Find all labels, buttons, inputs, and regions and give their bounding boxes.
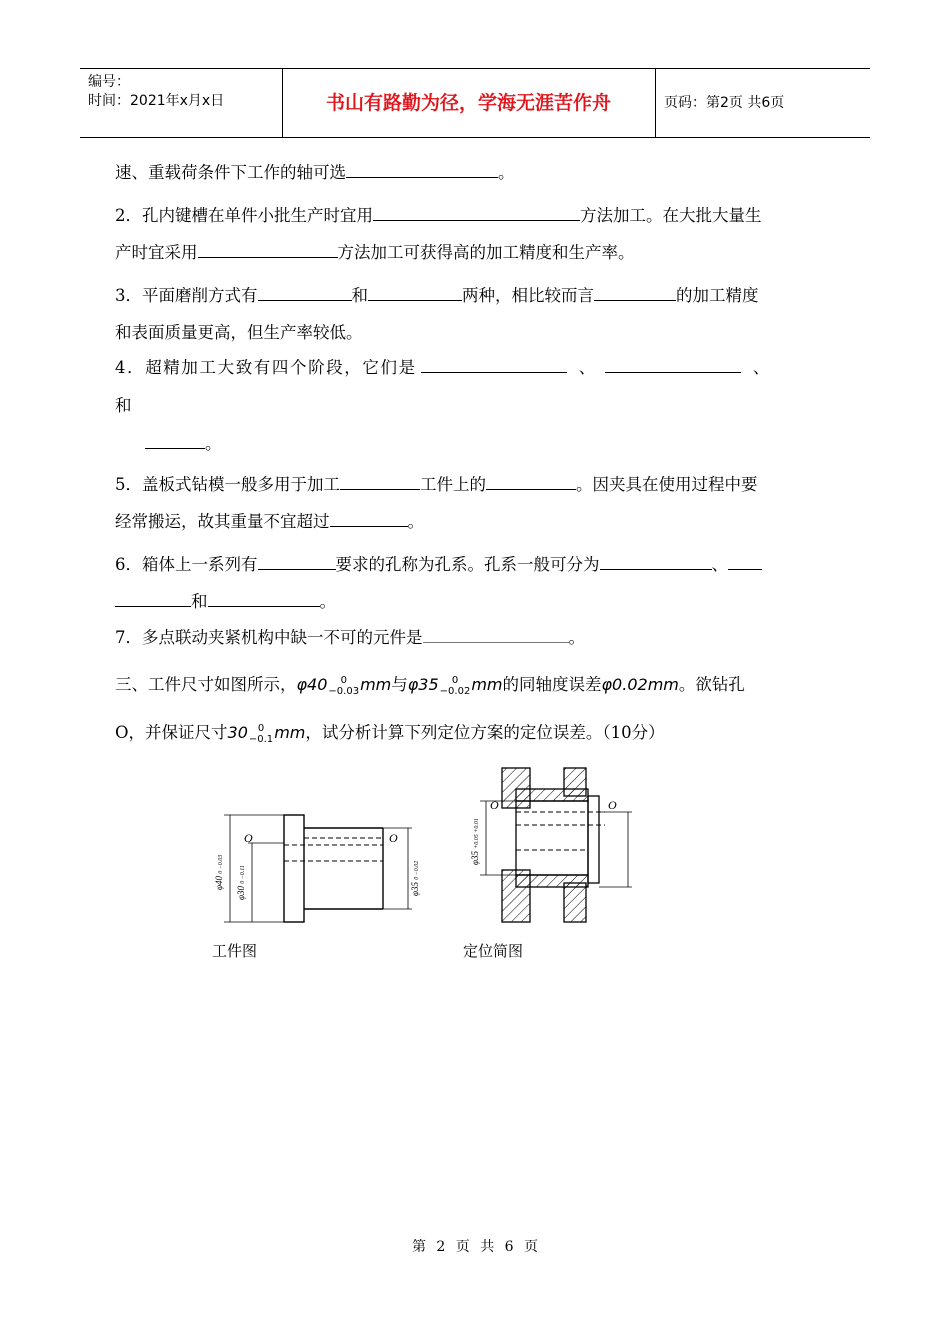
header-divider	[655, 69, 656, 137]
answer-blank[interactable]	[600, 553, 712, 570]
text-line: 和	[115, 396, 132, 415]
label-o: O	[490, 798, 499, 812]
question-7: 7．多点联动夹紧机构中缺一不可的元件是 。	[115, 628, 585, 647]
question-4: 4．超精加工大致有四个阶段，它们是 、 、	[115, 358, 771, 377]
workpiece-drawing	[200, 800, 440, 930]
label-o: O	[389, 831, 398, 845]
answer-blank[interactable]	[198, 241, 338, 258]
text-line: O，并保证尺寸30 0 −0.1 mm，试分析计算下列定位方案的定位误差。（10分）	[115, 718, 837, 748]
tolerance-30: 30 0 −0.1 mm	[227, 722, 306, 745]
tolerance-phi35: φ35 0 −0.02 mm	[407, 674, 503, 697]
dim-phi40: φ40 0 −0.03	[214, 854, 224, 890]
dim-phi30: φ30 0 −0.11	[236, 865, 246, 900]
time-label: 时间：2021年x月x日	[88, 93, 225, 109]
answer-blank[interactable]	[208, 590, 320, 607]
header-meta	[88, 73, 224, 111]
question-6: 6．箱体上一系列有 要求的孔称为孔系。孔系一般可分为 、	[115, 553, 837, 577]
code-label: 编号：	[88, 74, 130, 90]
label-o: O	[608, 798, 617, 812]
answer-blank[interactable]	[346, 161, 498, 178]
fixture-drawing	[460, 765, 650, 925]
header-motto: 书山有路勤为径，学海无涯苦作舟	[325, 92, 611, 114]
label-o: O	[244, 831, 253, 845]
answer-blank[interactable]	[330, 510, 408, 527]
text-line: 和 。	[115, 590, 837, 614]
answer-blank[interactable]	[145, 432, 205, 449]
answer-blank[interactable]	[258, 284, 352, 301]
answer-blank[interactable]	[728, 553, 762, 570]
workpiece-caption: 工件图	[212, 942, 258, 960]
answer-blank[interactable]	[421, 356, 567, 373]
answer-blank[interactable]	[340, 473, 420, 490]
answer-blank[interactable]	[258, 553, 336, 570]
question-2: 2．孔内键槽在单件小批生产时宜用 方法加工。在大批大量生	[115, 206, 762, 225]
answer-blank[interactable]	[423, 626, 569, 643]
answer-blank[interactable]	[115, 590, 191, 607]
answer-blank[interactable]	[605, 356, 741, 373]
question-5: 5．盖板式钻模一般多用于加工 工件上的 。因夹具在使用过程中要	[115, 475, 758, 494]
tolerance-phi40: φ40 0 −0.03 mm	[296, 674, 392, 697]
text-line: 。	[145, 432, 867, 456]
dim-phi35: φ35 0 −0.02	[410, 860, 420, 896]
page-footer: 第 2 页 共 6 页	[411, 1239, 539, 1255]
answer-blank[interactable]	[373, 204, 580, 221]
question-3: 3．平面磨削方式有 和 两种，相比较而言 的加工精度	[115, 286, 759, 305]
text-line: 和表面质量更高，但生产率较低。	[115, 323, 363, 342]
answer-blank[interactable]	[594, 284, 676, 301]
question-3-problem: 三、工件尺寸如图所示，φ40 0 −0.03 mm与φ35 0 −0.02 mm的同轴度误差φ0.02mm。欲钻孔	[115, 670, 837, 700]
answer-blank[interactable]	[368, 284, 462, 301]
page-header	[80, 68, 870, 138]
tolerance-coaxiality: φ0.02mm	[601, 675, 679, 694]
text-line: 经常搬运，故其重量不宜超过 。	[115, 512, 424, 531]
header-page-info: 页码：第2页 共6页	[664, 95, 785, 111]
text-line: 速、重载荷条件下工作的轴可选 。	[115, 163, 515, 182]
answer-blank[interactable]	[486, 473, 576, 490]
fixture-caption: 定位简图	[463, 942, 524, 960]
text-line: 产时宜采用 方法加工可获得高的加工精度和生产率。	[115, 243, 635, 262]
dim-phi35-hole: φ35 +0.05 +0.01	[470, 818, 480, 865]
